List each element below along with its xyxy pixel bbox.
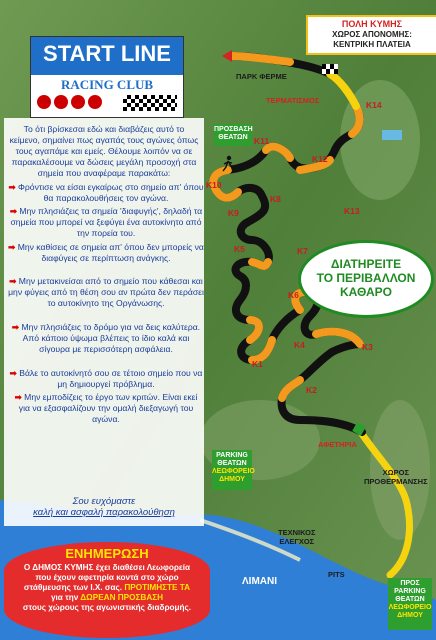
info-body: Ο ΔΗΜΟΣ ΚΥΜΗΣ έχει διαθέσει Λεωφορεία που έχουν αφετηρία κοντά στο χώρο στάθμευσης των Ι.Χ. σας. ΠΡΟΤΙΜΗΣΤΕ ΤΑ για την ΔΩΡΕΑΝ ΠΡΟΣΒΑΣΗ στους χώρους της αγωνιστικής διαδρομής.: [22, 563, 192, 612]
checkpoint-k8: K8: [270, 194, 281, 204]
bullet-item: ➡ Μην πλησιάζεις τα σημεία 'διαφυγής', δηλαδή τα σημεία που μπορεί να ξεφύγει ένα αυτοκίνητο από την πορεία του.: [9, 206, 203, 238]
keep-environment-clean-badge: ΔΙΑΤΗΡΕΙΤΕ ΤΟ ΠΕΡΙΒΑΛΛΟΝ ΚΑΘΑΡΟ: [298, 240, 434, 318]
wishes-line2: καλή και ασφαλή παρακολούθηση: [33, 507, 175, 518]
arrow-to-park-ferme-icon: [222, 50, 232, 62]
city-award-box: [306, 15, 436, 55]
finish-label: ΤΕΡΜΑΤΙΣΜΟΣ: [266, 96, 320, 105]
arrow-icon: ➡: [9, 368, 20, 378]
checkered-flag-icon: [123, 95, 177, 111]
start-lights-icon: [37, 95, 109, 111]
arrow-icon: ➡: [8, 242, 18, 252]
warmup-label: ΧΩΡΟΣ ΠΡΟΘΕΡΜΑΝΣΗΣ: [364, 468, 428, 486]
park-ferme-label: ΠΑΡΚ ΦΕΡΜΕ: [236, 72, 287, 81]
checkpoint-k12: K12: [312, 154, 328, 164]
checkpoint-k2: K2: [306, 385, 317, 395]
bullet-item: ➡ Μην πλησιάζεις το δρόμο για να δεις καλύτερα. Από κάποιο ύψωμα βλέπεις το ίδιο καλά και σίγουρα με περισσότερη ασφάλεια.: [11, 322, 201, 354]
arrow-icon: ➡: [14, 392, 25, 402]
checkpoint-k1: K1: [252, 359, 263, 369]
arrow-icon: ➡: [9, 276, 19, 286]
checkpoint-k13: K13: [344, 206, 360, 216]
logo-subtitle: RACING CLUB: [60, 77, 154, 92]
start-label: ΑΦΕΤΗΡΙΑ: [318, 440, 357, 449]
bullet-item: ➡ Μην εμποδίζεις το έργο των κριτών. Είναι εκεί για να εξασφαλίζουν την ομαλή διεξαγωγή του αγώνα.: [14, 392, 198, 424]
award-area-label: ΧΩΡΟΣ ΑΠΟΝΟΜΗΣ:: [332, 30, 412, 39]
to-parking-sign: ΠΡΟΣ PARKING ΘΕΑΤΩΝ ΛΕΩΦΟΡΕΙΟ ΔΗΜΟΥ: [388, 578, 432, 630]
checkpoint-k10: K10: [206, 180, 222, 190]
checkpoint-k14: K14: [366, 100, 382, 110]
info-title: ΕΝΗΜΕΡΩΣΗ: [65, 546, 149, 561]
pits-label: PITS: [328, 570, 345, 579]
award-area-location: ΚΕΝΤΡΙΚΗ ΠΛΑΤΕΙΑ: [333, 40, 411, 49]
checkpoint-k7: K7: [297, 246, 308, 256]
harbor-label: ΛΙΜΑΝΙ: [242, 576, 277, 587]
intro-text: Το ότι βρίσκεσαι εδώ και διαβάζεις αυτό το κείμενο, σημαίνει πως αγαπάς τους αγώνες όπως τους αγαπάμε και εμείς. Θέλουμε λοιπόν να σε παρακαλέσουμε να δώσεις μεγάλη προσοχή στα σημεία που αναφέραμε παρακάτω:: [9, 124, 199, 178]
finish-flag-icon: [322, 64, 338, 74]
logo-title: START LINE: [43, 41, 171, 66]
checkpoint-k9: K9: [228, 208, 239, 218]
arrow-icon: ➡: [8, 182, 19, 192]
bullet-item: ➡ Βάλε το αυτοκίνητό σου σε τέτοιο σημείο που να μη δημιουργεί πρόβλημα.: [9, 368, 203, 389]
track-approach: [362, 434, 409, 575]
start-line-logo: [30, 36, 184, 118]
bullet-item: ➡ Φρόντισε να είσαι εγκαίρως στο σημείο απ' όπου θα παρακολουθήσεις τον αγώνα.: [8, 182, 204, 203]
city-name: ΠΟΛΗ ΚΥΜΗΣ: [341, 19, 403, 29]
bullet-item: ➡ Μην μετακινείσαι από το σημείο που κάθεσαι και μην φύγεις από τη θέση σου αν πρώτα δεν περάσει το αυτοκίνητο της Οργάνωσης.: [8, 276, 204, 308]
spectator-parking-sign: PARKING ΘΕΑΤΩΝ ΛΕΩΦΟΡΕΙΟ ΔΗΜΟΥ: [212, 450, 252, 490]
checkpoint-k4: K4: [294, 340, 305, 350]
bullet-item: ➡ Μην καθίσεις σε σημεία απ' όπου δεν μπορείς να διαφύγεις σε περίπτωση ανάγκης.: [8, 242, 204, 263]
spectator-access-sign: ΠΡΟΣΒΑΣΗ ΘΕΑΤΩΝ: [214, 124, 252, 146]
tech-check-label: ΤΕΧΝΙΚΟΣ ΕΛΕΓΧΟΣ: [278, 528, 316, 546]
checkpoint-k6: K6: [288, 290, 299, 300]
wishes-text: [8, 496, 200, 518]
info-notice: [4, 542, 210, 638]
checkpoint-k3: K3: [362, 342, 373, 352]
wishes-line1: Σου ευχόμαστε: [72, 496, 136, 507]
arrow-icon: ➡: [9, 206, 20, 216]
arrow-icon: ➡: [11, 322, 22, 332]
checkpoint-k5: K5: [234, 244, 245, 254]
checkpoint-k11: K11: [254, 136, 270, 146]
